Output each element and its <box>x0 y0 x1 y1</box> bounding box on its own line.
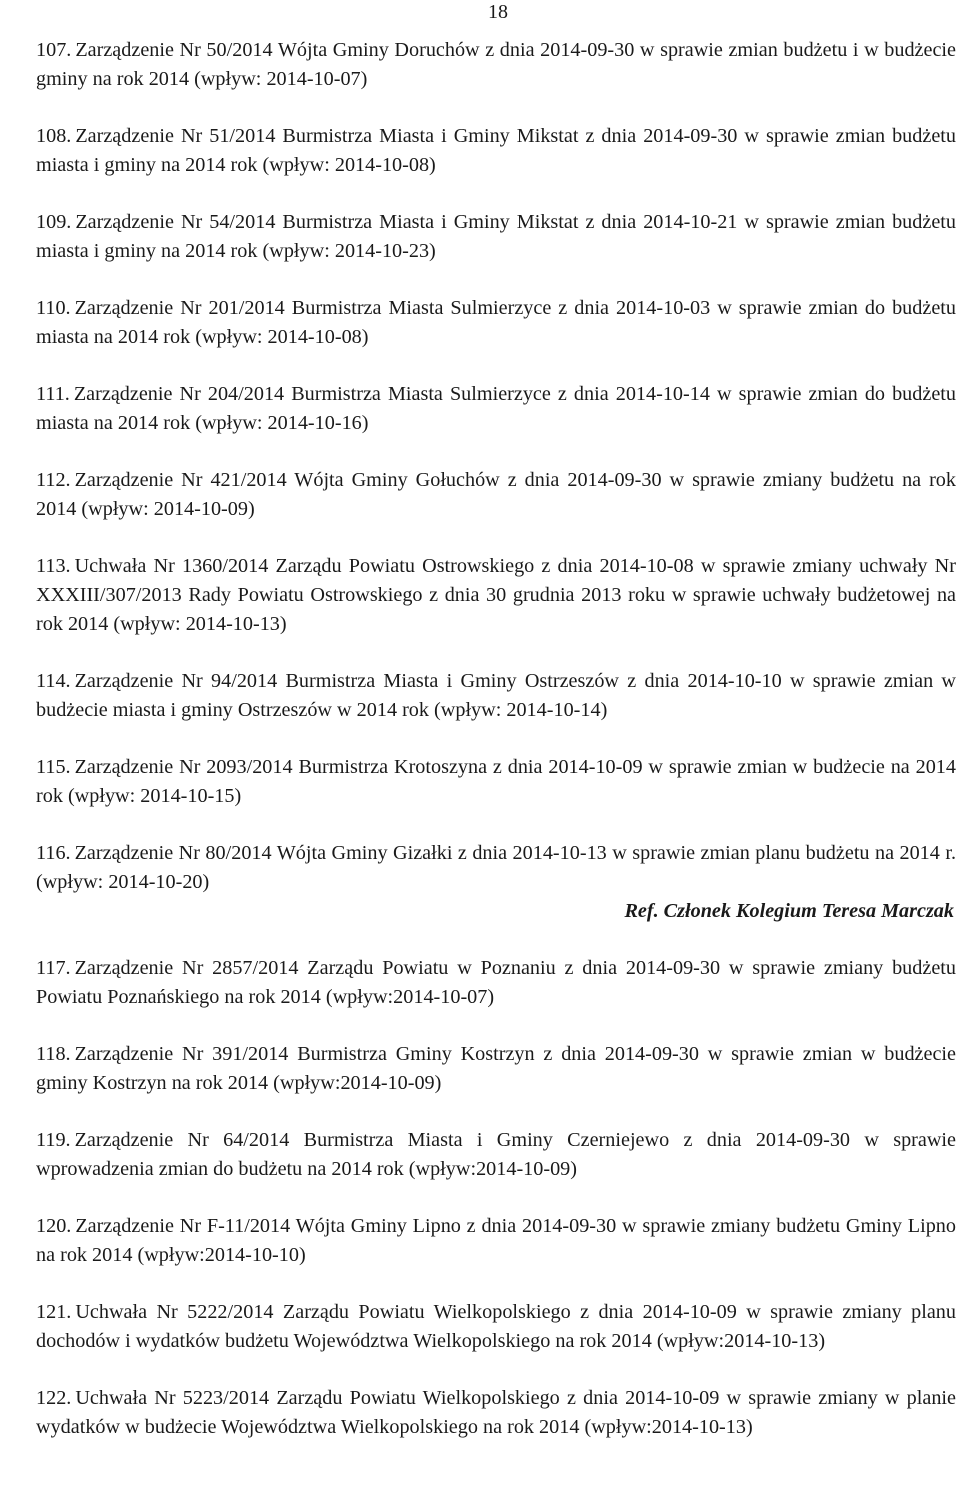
item-number: 116. <box>36 842 71 864</box>
list-item-115 <box>36 753 956 811</box>
list-item-110 <box>36 294 956 352</box>
item-number: 115. <box>36 756 71 778</box>
item-number: 117. <box>36 957 71 979</box>
list-item-122 <box>36 1384 956 1442</box>
list-item-119 <box>36 1126 956 1184</box>
document-list <box>36 36 956 1442</box>
list-item-107 <box>36 36 956 94</box>
item-text: Zarządzenie Nr 201/2014 Burmistrza Miasta Sulmierzyce z dnia 2014-10-03 w sprawie zmian do budżetu miasta na 2014 rok (wpływ: 2014-10-08) <box>36 297 956 348</box>
item-text: Zarządzenie Nr 51/2014 Burmistrza Miasta i Gminy Mikstat z dnia 2014-09-30 w sprawie zmian budżetu miasta i gminy na 2014 rok (wpływ: 2014-10-08) <box>36 125 956 176</box>
item-number: 111. <box>36 383 70 405</box>
item-number: 119. <box>36 1129 71 1151</box>
item-number: 113. <box>36 555 71 577</box>
item-text: Zarządzenie Nr 64/2014 Burmistrza Miasta i Gminy Czerniejewo z dnia 2014-09-30 w sprawie wprowadzenia zmian do budżetu na 2014 rok (wpływ:2014-10-09) <box>36 1129 956 1180</box>
item-text: Zarządzenie Nr 2857/2014 Zarządu Powiatu w Poznaniu z dnia 2014-09-30 w sprawie zmiany budżetu Powiatu Poznańskiego na rok 2014 (wpływ:2014-10-07) <box>36 957 956 1008</box>
item-text: Uchwała Nr 1360/2014 Zarządu Powiatu Ostrowskiego z dnia 2014-10-08 w sprawie zmiany uchwały Nr XXXIII/307/2013 Rady Powiatu Ostrowskiego z dnia 30 grudnia 2013 roku w sprawie uchwały budżetowej na rok 2014 (wpływ: 2014-10-13) <box>36 555 956 635</box>
item-text: Uchwała Nr 5223/2014 Zarządu Powiatu Wielkopolskiego z dnia 2014-10-09 w sprawie zmiany w planie wydatków w budżecie Województwa Wielkopolskiego na rok 2014 (wpływ:2014-10-13) <box>36 1387 956 1438</box>
page-number: 18 <box>488 1 508 23</box>
list-item-108 <box>36 122 956 180</box>
item-text: Zarządzenie Nr 50/2014 Wójta Gminy Doruchów z dnia 2014-09-30 w sprawie zmian budżetu i w budżecie gminy na rok 2014 (wpływ: 2014-10-07) <box>36 39 956 90</box>
item-text: Zarządzenie Nr F-11/2014 Wójta Gminy Lipno z dnia 2014-09-30 w sprawie zmiany budżetu Gminy Lipno na rok 2014 (wpływ:2014-10-10) <box>36 1215 956 1266</box>
item-number: 112. <box>36 469 71 491</box>
list-item-113 <box>36 552 956 639</box>
item-text: Zarządzenie Nr 421/2014 Wójta Gminy Gołuchów z dnia 2014-09-30 w sprawie zmiany budżetu na rok 2014 (wpływ: 2014-10-09) <box>36 469 956 520</box>
item-number: 122. <box>36 1387 72 1409</box>
item-number: 121. <box>36 1301 72 1323</box>
list-item-117 <box>36 954 956 1012</box>
item-number: 107. <box>36 39 72 61</box>
list-item-111 <box>36 380 956 438</box>
list-item-118 <box>36 1040 956 1098</box>
item-number: 109. <box>36 211 72 233</box>
item-number: 108. <box>36 125 72 147</box>
item-text: Zarządzenie Nr 204/2014 Burmistrza Miasta Sulmierzyce z dnia 2014-10-14 w sprawie zmian do budżetu miasta na 2014 rok (wpływ: 2014-10-16) <box>36 383 956 434</box>
item-text: Uchwała Nr 5222/2014 Zarządu Powiatu Wielkopolskiego z dnia 2014-10-09 w sprawie zmiany planu dochodów i wydatków budżetu Województwa Wielkopolskiego na rok 2014 (wpływ:2014-10-13) <box>36 1301 956 1352</box>
list-item-114 <box>36 667 956 725</box>
item-text: Zarządzenie Nr 54/2014 Burmistrza Miasta i Gminy Mikstat z dnia 2014-10-21 w sprawie zmian budżetu miasta i gminy na 2014 rok (wpływ: 2014-10-23) <box>36 211 956 262</box>
item-text: Zarządzenie Nr 391/2014 Burmistrza Gminy Kostrzyn z dnia 2014-09-30 w sprawie zmian w budżecie gminy Kostrzyn na rok 2014 (wpływ:2014-10-09) <box>36 1043 956 1094</box>
item-text: Zarządzenie Nr 2093/2014 Burmistrza Krotoszyna z dnia 2014-10-09 w sprawie zmian w budżecie na 2014 rok (wpływ: 2014-10-15) <box>36 756 956 807</box>
list-item-120 <box>36 1212 956 1270</box>
list-item-116 <box>36 839 956 897</box>
list-item-109 <box>36 208 956 266</box>
list-item-112 <box>36 466 956 524</box>
item-text: Zarządzenie Nr 80/2014 Wójta Gminy Gizałki z dnia 2014-10-13 w sprawie zmian planu budżetu na 2014 r. (wpływ: 2014-10-20) <box>36 842 956 893</box>
item-text: Zarządzenie Nr 94/2014 Burmistrza Miasta i Gminy Ostrzeszów z dnia 2014-10-10 w sprawie zmian w budżecie miasta i gminy Ostrzeszów w 2014 rok (wpływ: 2014-10-14) <box>36 670 956 721</box>
item-number: 114. <box>36 670 71 692</box>
item-number: 110. <box>36 297 71 319</box>
item-number: 120. <box>36 1215 72 1237</box>
referent-signature-line: Ref. Członek Kolegium Teresa Marczak <box>624 900 954 922</box>
item-number: 118. <box>36 1043 71 1065</box>
list-item-121 <box>36 1298 956 1356</box>
